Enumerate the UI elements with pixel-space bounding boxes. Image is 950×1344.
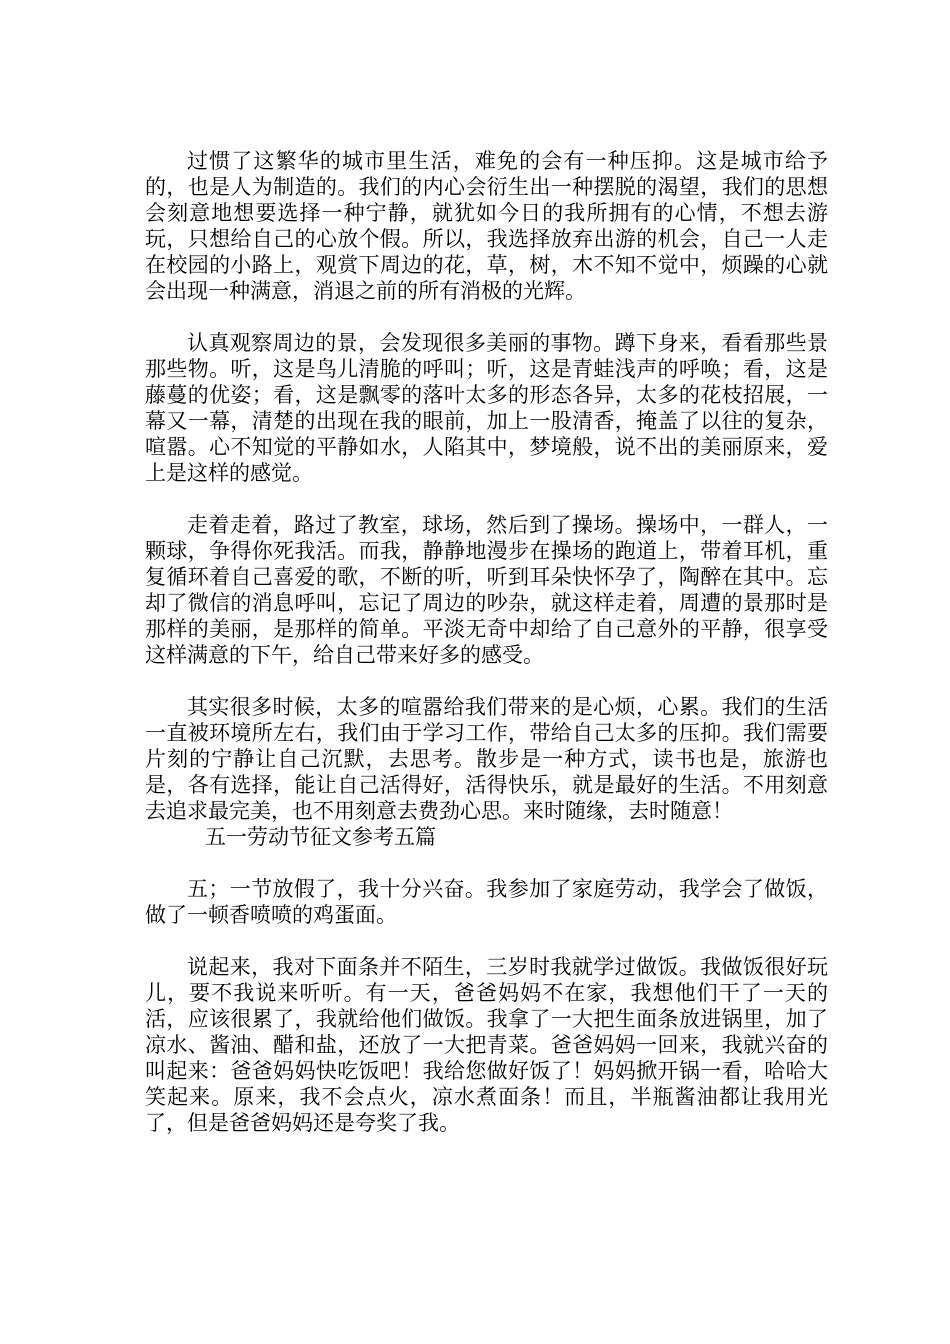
paragraph-6: 说起来，我对下面条并不陌生，三岁时我就学过做饭。我做饭很好玩儿，要不我说来听听。有一天，爸爸妈妈不在家，我想他们干了一天的活，应该很累了，我就给他们做饭。我拿了一大把生面条放进锅里，加了凉水、酱油、醋和盐，还放了一大把青菜。爸爸妈妈一回来，我就兴奋的叫起来：爸爸妈妈快吃饭吧！我给您做好饭了！妈妈掀开锅一看，哈哈大笑起来。原来，我不会点火，凉水煮面条！而且，半瓶酱油都让我用光了，但是爸爸妈妈还是夸奖了我。 <box>145 955 828 1135</box>
document-body <box>145 148 828 1162</box>
paragraph-4: 其实很多时候，太多的喧嚣给我们带来的是心烦，心累。我们的生活一直被环境所左右，我们由于学习工作，带给自己太多的压抑。我们需要片刻的宁静让自己沉默，去思考。散步是一种方式，读书也是，旅游也是，各有选择，能让自己活得好，活得快乐，就是最好的生活。不用刻意去追求最完美，也不用刻意去费劲心思。来时随缘，去时随意！ <box>145 695 828 823</box>
section-heading: 五一劳动节征文参考五篇 <box>205 825 436 849</box>
paragraph-1: 过惯了这繁华的城市里生活，难免的会有一种压抑。这是城市给予的，也是人为制造的。我们的内心会衍生出一种摆脱的渴望，我们的思想会刻意地想要选择一种宁静，就犹如今日的我所拥有的心情，不想去游玩，只想给自己的心放个假。所以，我选择放弃出游的机会，自己一人走在校园的小路上，观赏下周边的花，草，树，木不知不觉中，烦躁的心就会出现一种满意，消退之前的所有消极的光辉。 <box>145 149 828 303</box>
paragraph-5: 五；一节放假了，我十分兴奋。我参加了家庭劳动，我学会了做饭，做了一顿香喷喷的鸡蛋面。 <box>145 877 828 927</box>
paragraph-3: 走着走着，路过了教室，球场，然后到了操场。操场中，一群人，一颗球，争得你死我活。而我，静静地漫步在操场的跑道上，带着耳机，重复循环着自己喜爱的歌，不断的听，听到耳朵快怀孕了，陶醉在其中。忘却了微信的消息呼叫，忘记了周边的吵杂，就这样走着，周遭的景那时是那样的美丽，是那样的简单。平淡无奇中却给了自己意外的平静，很享受这样满意的下午，给自己带来好多的感受。 <box>145 513 828 667</box>
paragraph-2: 认真观察周边的景，会发现很多美丽的事物。蹲下身来，看看那些景那些物。听，这是鸟儿清脆的呼叫；听，这是青蛙浅声的呼唤；看，这是藤蔓的优姿；看，这是飘零的落叶太多的形态各异，太多的花枝招展，一幕又一幕，清楚的出现在我的眼前，加上一股清香，掩盖了以往的复杂，喧嚣。心不知觉的平静如水，人陷其中，梦境般，说不出的美丽原来，爱上是这样的感觉。 <box>145 331 828 485</box>
